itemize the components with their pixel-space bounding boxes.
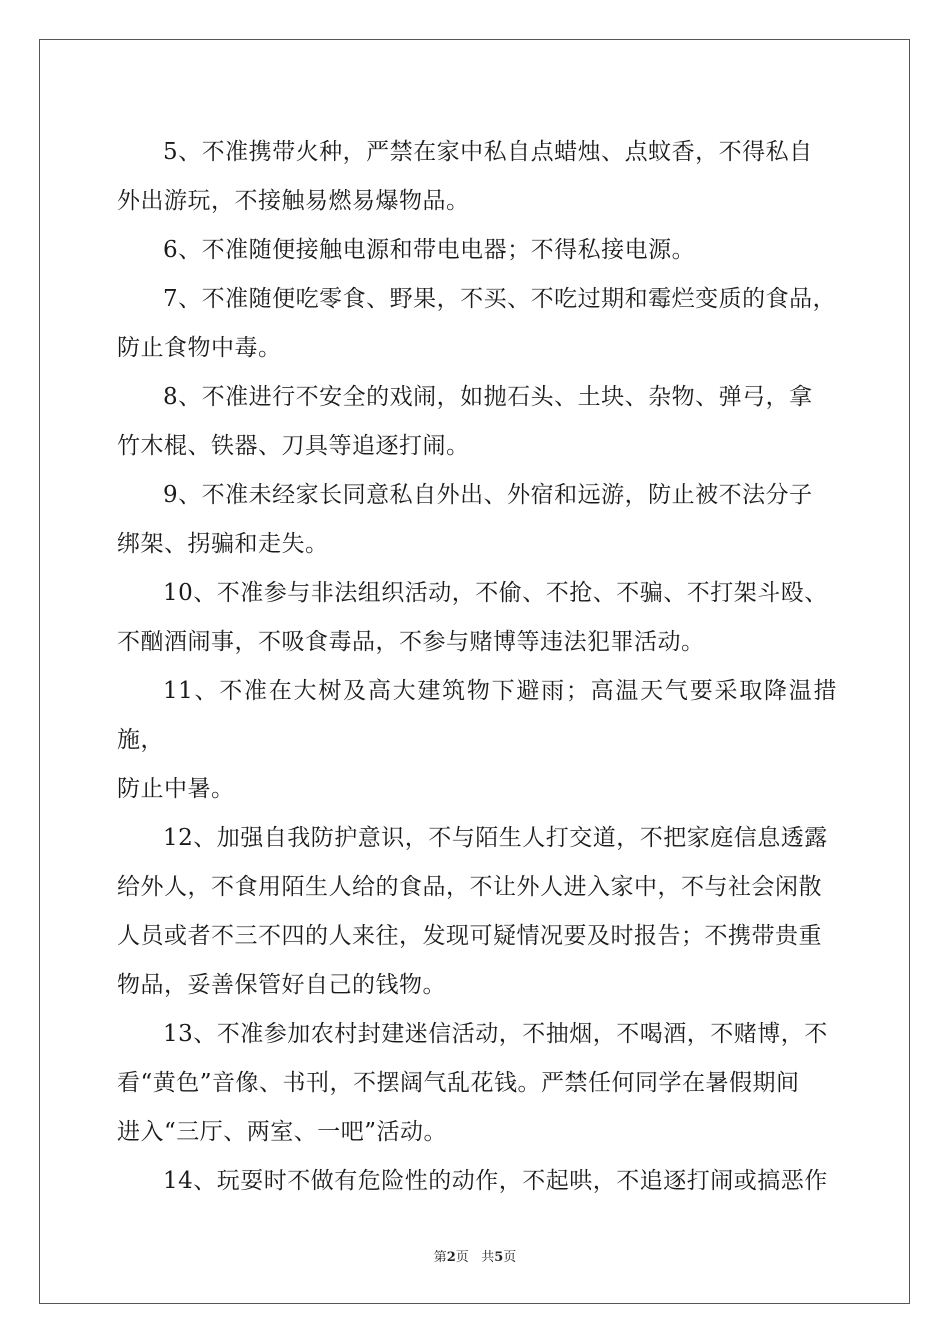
- rule-paragraph-10: 10、不准参与非法组织活动，不偷、不抢、不骗、不打架斗殴、 不酗酒闹事，不吸食毒品，不参与赌博等违法犯罪活动。: [117, 580, 828, 655]
- document-body: [117, 128, 837, 1206]
- rule-paragraph-12: 12、加强自我防护意识，不与陌生人打交道，不把家庭信息透露 给外人，不食用陌生人给的食品，不让外人进入家中，不与社会闲散 人员或者不三不四的人来往，发现可疑情况要及时报告；不携带贵重 物品，妥善保管好自己的钱物。: [117, 825, 828, 998]
- rule-paragraph-14: 14、玩耍时不做有危险性的动作，不起哄，不追逐打闹或搞恶作: [163, 1168, 828, 1194]
- rule-paragraph-8: 8、不准进行不安全的戏闹，如抛石头、土块、杂物、弹弓，拿 竹木棍、铁器、刀具等追逐打闹。: [117, 384, 813, 459]
- rule-paragraph-6: 6、不准随便接触电源和带电电器；不得私接电源。: [163, 237, 696, 263]
- rule-paragraph-5: 5、不准携带火种，严禁在家中私自点蜡烛、点蚊香，不得私自 外出游玩，不接触易燃易爆物品。: [117, 139, 813, 214]
- page-number: 2: [446, 1250, 456, 1265]
- total-prefix: 共: [481, 1250, 495, 1265]
- page-prefix: 第: [433, 1250, 447, 1265]
- page-suffix: 页: [455, 1250, 469, 1265]
- total-pages: 5: [494, 1250, 504, 1265]
- rule-paragraph-13: 13、不准参加农村封建迷信活动，不抽烟，不喝酒，不赌博，不 看“黄色”音像、书刊，不摆阔气乱花钱。严禁任何同学在暑假期间 进入“三厅、两室、一吧”活动。: [117, 1021, 828, 1145]
- rule-paragraph-11: 11、不准在大树及高大建筑物下避雨；高温天气要采取降温措施， 防止中暑。: [117, 678, 837, 802]
- rule-paragraph-7: 7、不准随便吃零食、野果，不买、不吃过期和霉烂变质的食品， 防止食物中毒。: [117, 286, 837, 361]
- page-footer: [0, 1246, 950, 1265]
- total-suffix: 页: [503, 1250, 517, 1265]
- rule-paragraph-9: 9、不准未经家长同意私自外出、外宿和远游，防止被不法分子 绑架、拐骗和走失。: [117, 482, 813, 557]
